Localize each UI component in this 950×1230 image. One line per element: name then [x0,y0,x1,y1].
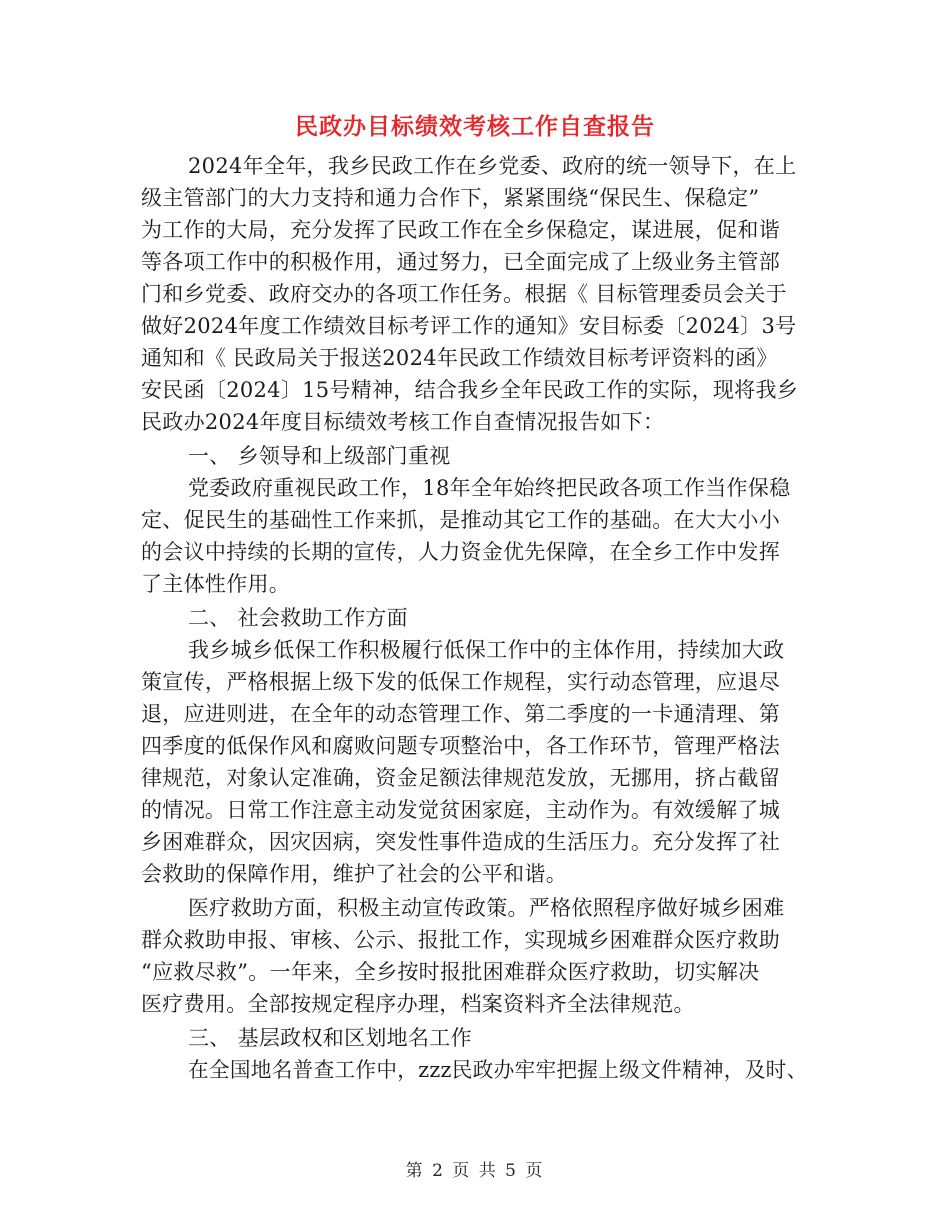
paragraph-line: 群众救助申报、审核、公示、报批工作，实现城乡困难群众医疗救助 [141,928,780,952]
paragraph-line: 等各项工作中的积极作用，通过努力，已全面完成了上级业务主管部 [141,250,780,274]
section-heading: 三、 基层政权和区划地名工作 [188,1026,472,1050]
paragraph-line: 为工作的大局，充分发挥了民政工作在全乡保稳定，谋进展，促和谐 [141,218,780,242]
paragraph-line: 党委政府重视民政工作，18年全年始终把民政各项工作当作保稳 [188,476,791,500]
paragraph-line: 四季度的低保作风和腐败问题专项整治中，各工作环节，管理严格法 [141,734,780,758]
paragraph-line: “应救尽救”。一年来，全乡按时报批困难群众医疗救助，切实解决 [141,960,760,984]
paragraph-line: 安民函〔2024〕15号精神，结合我乡全年民政工作的实际，现将我乡 [141,378,799,402]
document-title: 民政办目标绩效考核工作自查报告 [295,113,655,140]
paragraph-line: 门和乡党委、政府交办的各项工作任务。根据《 目标管理委员会关于 [141,282,787,306]
paragraph-line: 民政办2024年度目标绩效考核工作自查情况报告如下： [141,410,665,434]
paragraph-line: 的情况。日常工作注意主动发觉贫困家庭，主动作为。有效缓解了城 [141,798,780,822]
paragraph-line: 策宣传，严格根据上级下发的低保工作规程，实行动态管理，应退尽 [141,670,780,694]
paragraph-line: 退，应进则进，在全年的动态管理工作、第二季度的一卡通清理、第 [141,702,780,726]
paragraph-line: 律规范，对象认定准确，资金足额法律规范发放，无挪用，挤占截留 [141,766,780,790]
paragraph-line: 医疗费用。全部按规定程序办理，档案资料齐全法律规范。 [141,992,695,1016]
paragraph-line: 定、促民生的基础性工作来抓，是推动其它工作的基础。在大大小小 [141,508,780,532]
paragraph-line: 我乡城乡低保工作积极履行低保工作中的主体作用，持续加大政 [188,638,785,662]
paragraph-line: 的会议中持续的长期的宣传，人力资金优先保障，在全乡工作中发挥 [141,540,780,564]
paragraph-line: 2024年全年，我乡民政工作在乡党委、政府的统一领导下，在上 [188,154,797,178]
paragraph-line: 会救助的保障作用，维护了社会的公平和谐。 [141,862,567,886]
paragraph-line: 通知和《 民政局关于报送2024年民政工作绩效目标考评资料的函》 [141,346,778,370]
paragraph-line: 做好2024年度工作绩效目标考评工作的通知》安目标委〔2024〕3号 [141,314,797,338]
section-heading: 二、 社会救助工作方面 [188,606,408,630]
page-number-footer: 第 2 页 共 5 页 [405,1161,545,1181]
paragraph-line: 了主体性作用。 [141,572,291,596]
paragraph-line: 在全国地名普查工作中，zzz民政办牢牢把握上级文件精神，及时、 [188,1058,808,1082]
paragraph-line: 级主管部门的大力支持和通力合作下，紧紧围绕“保民生、保稳定” [141,186,760,210]
section-heading: 一、 乡领导和上级部门重视 [188,444,451,468]
paragraph-line: 乡困难群众，因灾因病，突发性事件造成的生活压力。充分发挥了社 [141,830,780,854]
paragraph-line: 医疗救助方面，积极主动宣传政策。严格依照程序做好城乡困难 [188,896,785,920]
